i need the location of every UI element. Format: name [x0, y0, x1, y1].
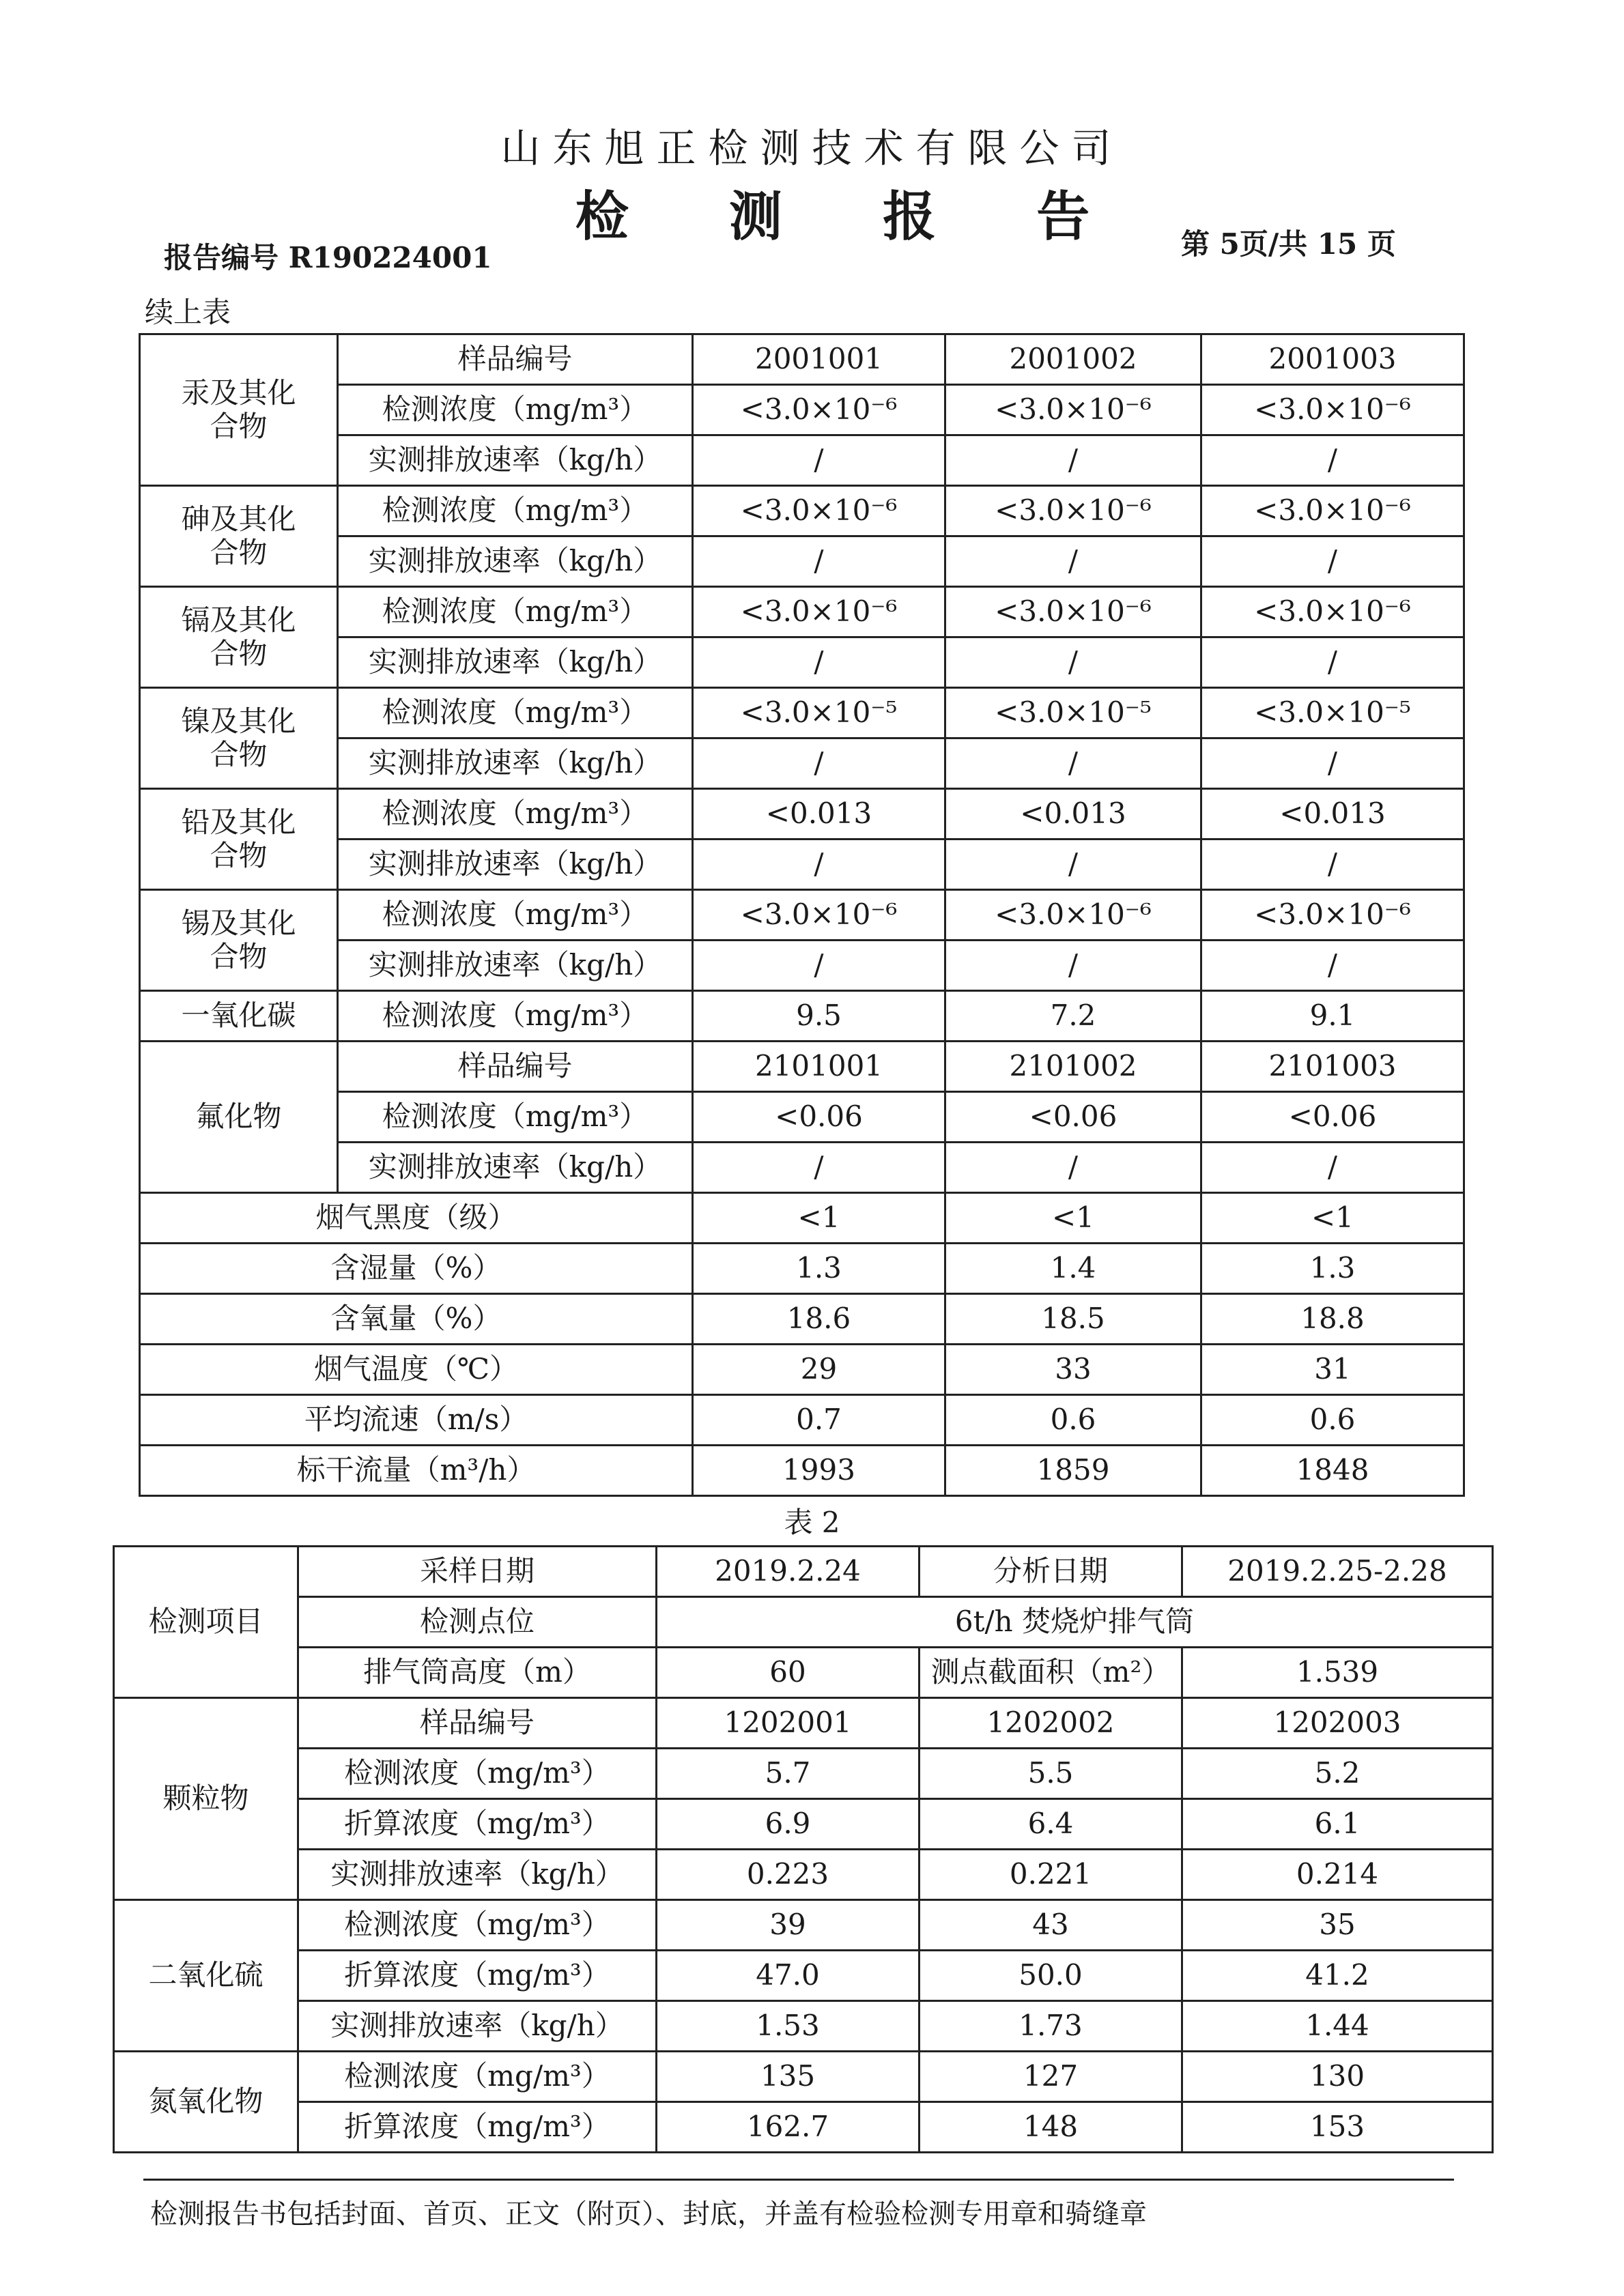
pollutant-name: 铅及其化合物	[140, 789, 338, 890]
pollutant-name: 一氧化碳	[140, 991, 338, 1042]
pollutant-name: 颗粒物	[114, 1698, 298, 1900]
value-cell: <3.0×10⁻⁵	[693, 688, 945, 738]
value-cell: <1	[1201, 1193, 1464, 1244]
value-cell: /	[693, 435, 945, 486]
table-row	[140, 688, 1464, 738]
row-label: 折算浓度（mg/m³）	[298, 2102, 657, 2153]
table-row	[140, 1345, 1464, 1395]
value-cell: 1.3	[1201, 1244, 1464, 1294]
value-cell: 0.7	[693, 1395, 945, 1446]
footer-divider	[143, 2179, 1454, 2181]
value-cell: 0.221	[920, 1850, 1182, 1900]
row-label: 折算浓度（mg/m³）	[298, 1799, 657, 1850]
value-cell: /	[945, 941, 1201, 991]
row-label: 实测排放速率（kg/h）	[338, 840, 693, 890]
value-cell: <3.0×10⁻⁶	[693, 890, 945, 941]
value-cell: /	[693, 536, 945, 587]
value-cell: <0.06	[1201, 1092, 1464, 1143]
value-cell: /	[1201, 435, 1464, 486]
table-row	[140, 385, 1464, 435]
sample-id: 2101001	[693, 1042, 945, 1092]
sample-id: 1202002	[920, 1698, 1182, 1749]
table-row	[114, 1900, 1493, 1951]
value-cell: 127	[920, 2052, 1182, 2102]
value-cell: 35	[1182, 1900, 1493, 1951]
table-row	[114, 2001, 1493, 2052]
table-row	[140, 1244, 1464, 1294]
value-cell: 6.4	[920, 1799, 1182, 1850]
value-cell: 18.5	[945, 1294, 1201, 1345]
value-cell: /	[945, 738, 1201, 789]
row-label: 检测浓度（mg/m³）	[338, 789, 693, 840]
row-label: 测点截面积（m²）	[920, 1648, 1182, 1698]
value-cell: <0.06	[693, 1092, 945, 1143]
value-cell: /	[1201, 637, 1464, 688]
table-row	[114, 1951, 1493, 2001]
footer-note: 检测报告书包括封面、首页、正文（附页）、封底，并盖有检验检测专用章和骑缝章	[150, 2198, 1147, 2230]
row-label: 采样日期	[298, 1547, 657, 1597]
sample-id: 2001002	[945, 334, 1201, 385]
table-row	[114, 1698, 1493, 1749]
row-label: 分析日期	[920, 1547, 1182, 1597]
page-indicator: 第 5页/共 15 页	[1181, 227, 1396, 261]
row-label: 实测排放速率（kg/h）	[338, 1143, 693, 1193]
row-label: 检测点位	[298, 1597, 657, 1648]
row-label: 检测浓度（mg/m³）	[298, 1749, 657, 1799]
sampling-date: 2019.2.24	[657, 1547, 920, 1597]
value-cell: 7.2	[945, 991, 1201, 1042]
param-label: 烟气黑度（级）	[140, 1193, 693, 1244]
value-cell: 1.53	[657, 2001, 920, 2052]
row-label: 检测浓度（mg/m³）	[338, 688, 693, 738]
param-label: 含氧量（%）	[140, 1294, 693, 1345]
pollutant-name: 氟化物	[140, 1042, 338, 1193]
value-cell: <0.013	[945, 789, 1201, 840]
value-cell: <1	[693, 1193, 945, 1244]
table-row	[140, 840, 1464, 890]
value-cell: 130	[1182, 2052, 1493, 2102]
value-cell: <3.0×10⁻⁶	[945, 587, 1201, 637]
value-cell: 1993	[693, 1446, 945, 1496]
value-cell: 153	[1182, 2102, 1493, 2153]
value-cell: 0.223	[657, 1850, 920, 1900]
value-cell: <0.013	[693, 789, 945, 840]
table-row	[114, 2102, 1493, 2153]
row-label: 排气筒高度（m）	[298, 1648, 657, 1698]
value-cell: 43	[920, 1900, 1182, 1951]
value-cell: /	[1201, 738, 1464, 789]
document-title: 检 测 报 告	[575, 186, 1131, 248]
pollutant-name: 氮氧化物	[114, 2052, 298, 2153]
pollutant-name: 汞及其化合物	[140, 334, 338, 486]
row-label: 实测排放速率（kg/h）	[338, 738, 693, 789]
row-label: 实测排放速率（kg/h）	[338, 435, 693, 486]
value-cell: <3.0×10⁻⁶	[1201, 385, 1464, 435]
table-row	[114, 1850, 1493, 1900]
value-cell: /	[693, 738, 945, 789]
param-label: 标干流量（m³/h）	[140, 1446, 693, 1496]
table-row	[114, 1547, 1493, 1597]
table-row	[140, 637, 1464, 688]
value-cell: /	[1201, 1143, 1464, 1193]
value-cell: <0.013	[1201, 789, 1464, 840]
value-cell: <1	[945, 1193, 1201, 1244]
table-row	[140, 1294, 1464, 1345]
value-cell: 5.2	[1182, 1749, 1493, 1799]
row-label: 实测排放速率（kg/h）	[338, 941, 693, 991]
value-cell: <3.0×10⁻⁶	[945, 486, 1201, 536]
value-cell: /	[945, 840, 1201, 890]
table-row	[114, 1799, 1493, 1850]
sample-id: 2101002	[945, 1042, 1201, 1092]
row-label: 检测浓度（mg/m³）	[338, 890, 693, 941]
table-row	[140, 435, 1464, 486]
sample-id: 2001003	[1201, 334, 1464, 385]
value-cell: /	[1201, 536, 1464, 587]
row-label: 实测排放速率（kg/h）	[338, 637, 693, 688]
value-cell: 18.6	[693, 1294, 945, 1345]
value-cell: 5.5	[920, 1749, 1182, 1799]
value-cell: 41.2	[1182, 1951, 1493, 2001]
table-row	[140, 1446, 1464, 1496]
table-row	[140, 587, 1464, 637]
sample-id: 1202001	[657, 1698, 920, 1749]
value-cell: 0.214	[1182, 1850, 1493, 1900]
row-label: 检测浓度（mg/m³）	[338, 385, 693, 435]
table-row	[140, 1143, 1464, 1193]
value-cell: 1.73	[920, 2001, 1182, 2052]
value-cell: <3.0×10⁻⁶	[693, 385, 945, 435]
table-row	[140, 738, 1464, 789]
row-label: 样品编号	[338, 334, 693, 385]
value-cell: /	[945, 637, 1201, 688]
value-cell: <3.0×10⁻⁵	[945, 688, 1201, 738]
value-cell: 0.6	[945, 1395, 1201, 1446]
row-label: 折算浓度（mg/m³）	[298, 1951, 657, 2001]
value-cell: /	[693, 941, 945, 991]
value-cell: <3.0×10⁻⁶	[945, 385, 1201, 435]
value-cell: 33	[945, 1345, 1201, 1395]
pollutant-name: 锡及其化合物	[140, 890, 338, 991]
row-label: 实测排放速率（kg/h）	[298, 1850, 657, 1900]
sample-id: 2001001	[693, 334, 945, 385]
value-cell: <3.0×10⁻⁵	[1201, 688, 1464, 738]
value-cell: <3.0×10⁻⁶	[693, 587, 945, 637]
pollutant-name: 镍及其化合物	[140, 688, 338, 789]
value-cell: /	[945, 435, 1201, 486]
table-row	[140, 1395, 1464, 1446]
param-label: 平均流速（m/s）	[140, 1395, 693, 1446]
value-cell: 29	[693, 1345, 945, 1395]
value-cell: 18.8	[1201, 1294, 1464, 1345]
value-cell: /	[693, 840, 945, 890]
param-label: 烟气温度（℃）	[140, 1345, 693, 1395]
table-row	[140, 991, 1464, 1042]
value-cell: 31	[1201, 1345, 1464, 1395]
table-row	[140, 334, 1464, 385]
value-cell: 1.4	[945, 1244, 1201, 1294]
table-row	[140, 536, 1464, 587]
param-label: 含湿量（%）	[140, 1244, 693, 1294]
table-row	[114, 2052, 1493, 2102]
results-table-1	[139, 333, 1465, 1497]
value-cell: 9.1	[1201, 991, 1464, 1042]
value-cell: 0.6	[1201, 1395, 1464, 1446]
value-cell: <3.0×10⁻⁶	[1201, 587, 1464, 637]
value-cell: <0.06	[945, 1092, 1201, 1143]
value-cell: 6.1	[1182, 1799, 1493, 1850]
value-cell: 1.3	[693, 1244, 945, 1294]
row-label: 检测浓度（mg/m³）	[338, 486, 693, 536]
row-label: 样品编号	[298, 1698, 657, 1749]
value-cell: 9.5	[693, 991, 945, 1042]
analysis-date: 2019.2.25-2.28	[1182, 1547, 1493, 1597]
value-cell: 1859	[945, 1446, 1201, 1496]
value-cell: /	[1201, 840, 1464, 890]
results-table-2	[113, 1545, 1494, 2153]
value-cell: <3.0×10⁻⁶	[693, 486, 945, 536]
value-cell: 6.9	[657, 1799, 920, 1850]
table-row	[140, 1193, 1464, 1244]
table-row	[140, 789, 1464, 840]
value-cell: 1.44	[1182, 2001, 1493, 2052]
row-label: 实测排放速率（kg/h）	[338, 536, 693, 587]
table-row	[140, 941, 1464, 991]
value-cell: 50.0	[920, 1951, 1182, 2001]
table-row	[140, 1092, 1464, 1143]
value-cell: <3.0×10⁻⁶	[945, 890, 1201, 941]
pollutant-name: 二氧化硫	[114, 1900, 298, 2052]
pollutant-name: 砷及其化合物	[140, 486, 338, 587]
value-cell: 1848	[1201, 1446, 1464, 1496]
table-row	[114, 1749, 1493, 1799]
value-cell: /	[1201, 941, 1464, 991]
value-cell: 135	[657, 2052, 920, 2102]
section-label: 检测项目	[114, 1547, 298, 1698]
table-row	[114, 1597, 1493, 1648]
value-cell: 5.7	[657, 1749, 920, 1799]
table-row	[140, 890, 1464, 941]
table-row	[140, 1042, 1464, 1092]
row-label: 检测浓度（mg/m³）	[298, 1900, 657, 1951]
row-label: 样品编号	[338, 1042, 693, 1092]
stack-height: 60	[657, 1648, 920, 1698]
value-cell: 148	[920, 2102, 1182, 2153]
row-label: 检测浓度（mg/m³）	[338, 587, 693, 637]
row-label: 检测浓度（mg/m³）	[338, 1092, 693, 1143]
value-cell: 47.0	[657, 1951, 920, 2001]
value-cell: /	[945, 1143, 1201, 1193]
value-cell: <3.0×10⁻⁶	[1201, 890, 1464, 941]
report-number: 报告编号 R190224001	[164, 241, 492, 274]
row-label: 实测排放速率（kg/h）	[298, 2001, 657, 2052]
value-cell: <3.0×10⁻⁶	[1201, 486, 1464, 536]
value-cell: /	[945, 536, 1201, 587]
sample-id: 2101003	[1201, 1042, 1464, 1092]
value-cell: /	[693, 637, 945, 688]
table-row	[114, 1648, 1493, 1698]
table-row	[140, 486, 1464, 536]
value-cell: 39	[657, 1900, 920, 1951]
row-label: 检测浓度（mg/m³）	[298, 2052, 657, 2102]
pollutant-name: 镉及其化合物	[140, 587, 338, 688]
row-label: 检测浓度（mg/m³）	[338, 991, 693, 1042]
sampling-point: 6t/h 焚烧炉排气筒	[657, 1597, 1493, 1648]
sample-id: 1202003	[1182, 1698, 1493, 1749]
company-name: 山东旭正检测技术有限公司	[500, 125, 1124, 171]
cross-section-area: 1.539	[1182, 1648, 1493, 1698]
value-cell: /	[693, 1143, 945, 1193]
table-2-title: 表 2	[784, 1506, 840, 1539]
continued-label: 续上表	[145, 296, 231, 329]
value-cell: 162.7	[657, 2102, 920, 2153]
